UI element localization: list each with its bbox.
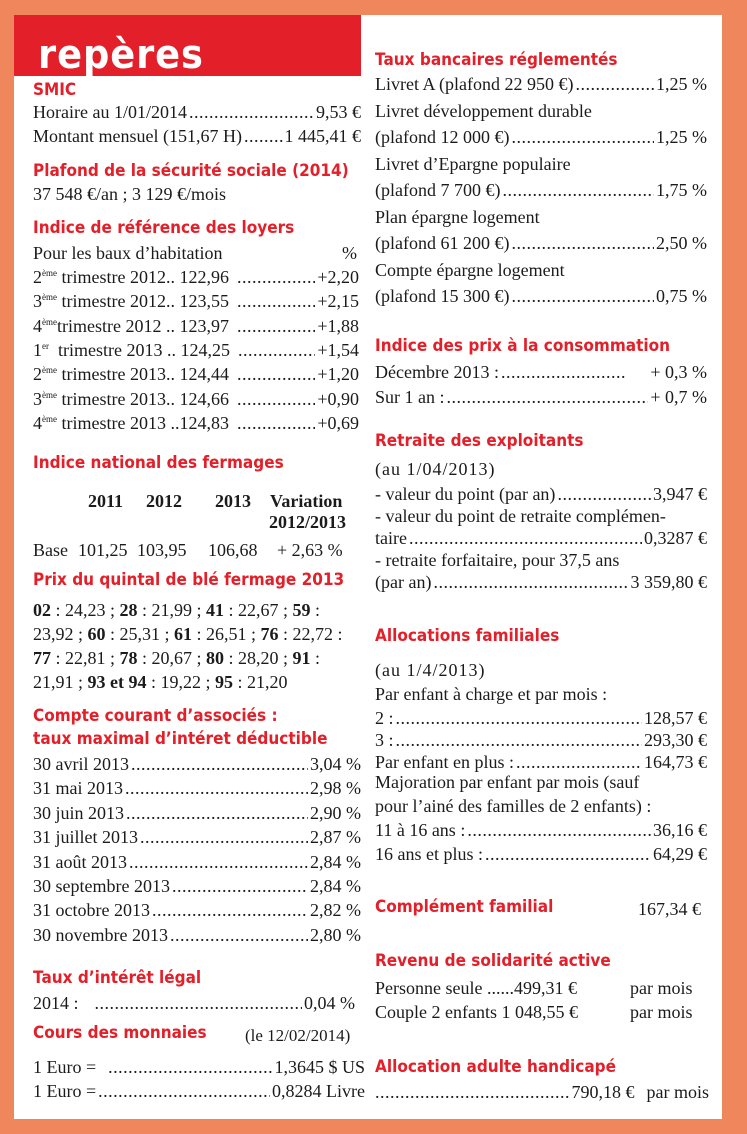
allocations-heading: Allocations familiales bbox=[375, 626, 560, 646]
fermages-col-variation: Variation bbox=[270, 491, 343, 511]
compte-heading: Compte courant d’associés : bbox=[33, 706, 278, 726]
retraite-heading: Retraite des exploitants bbox=[375, 431, 584, 451]
allocations-row: 16 ans et plus : ..... 64,29 € bbox=[375, 842, 707, 866]
bancaires-row: (plafond 7 700 €) ..... 1,75 % bbox=[375, 178, 707, 202]
retraite-line: - valeur du point de retraite complémen- bbox=[375, 506, 666, 526]
monnaies-date: (le 12/02/2014) bbox=[245, 1026, 351, 1045]
plafond-heading: Plafond de la sécurité sociale (2014) bbox=[33, 161, 349, 181]
aah-heading: Allocation adulte handicapé bbox=[375, 1057, 616, 1077]
smic-row: Horaire au 1/01/2014 ..... 9,53 € bbox=[33, 100, 361, 124]
aah-row: ..... 790,18 € par mois bbox=[375, 1080, 709, 1104]
monnaies-row: 1 Euro = ..... 1,3645 $ US bbox=[33, 1055, 365, 1079]
compte-heading-2: taux maximal d’intéret déductible bbox=[33, 729, 328, 749]
allocations-majoration: Majoration par enfant par mois (sauf bbox=[375, 772, 640, 792]
bancaires-line: Compte épargne logement bbox=[375, 260, 565, 280]
conso-row: Sur 1 an : ..... + 0,7 % bbox=[375, 385, 707, 409]
irl-row: 4ème trimestre 2013 ..124,83 ..... +0,69 bbox=[33, 411, 359, 435]
fermages-col-period: 2012/2013 bbox=[269, 512, 347, 532]
compte-row: 30 juin 2013 ..... 2,90 % bbox=[33, 801, 361, 825]
conso-heading: Indice des prix à la consommation bbox=[375, 336, 671, 356]
conso-row: Décembre 2013 : ..... + 0,3 % bbox=[375, 360, 707, 384]
monnaies-heading: Cours des monnaies bbox=[33, 1023, 207, 1043]
bancaires-line: Plan épargne logement bbox=[375, 207, 540, 227]
bancaires-row: (plafond 12 000 €) ..... 1,25 % bbox=[375, 125, 707, 149]
smic-heading: SMIC bbox=[33, 80, 77, 100]
bancaires-line: Livret développement durable bbox=[375, 101, 592, 121]
irl-percent: % bbox=[342, 243, 357, 263]
smic-row: Montant mensuel (151,67 H) ..... 1 445,41 € bbox=[33, 124, 361, 148]
retraite-date: (au 1/04/2013) bbox=[375, 459, 496, 479]
rsa-row-label: Personne seule ......499,31 € bbox=[375, 978, 577, 998]
allocations-row: 11 à 16 ans : ..... 36,16 € bbox=[375, 818, 707, 842]
compte-row: 30 novembre 2013 ..... 2,80 % bbox=[33, 923, 361, 947]
fermages-base-label: Base bbox=[33, 540, 68, 560]
fermages-base-2013: 106,68 bbox=[208, 540, 258, 560]
legal-heading: Taux d’intérêt légal bbox=[33, 968, 202, 988]
fermages-base-variation: + 2,63 % bbox=[277, 540, 343, 560]
plafond-text: 37 548 €/an ; 3 129 €/mois bbox=[33, 184, 226, 204]
legal-row: 2014 : ..... 0,04 % bbox=[33, 991, 355, 1015]
ble-line: 77 : 22,81 ; 78 : 20,67 ; 80 : 28,20 ; 91 : bbox=[33, 648, 321, 668]
rsa-row-label: Couple 2 enfants 1 048,55 € bbox=[375, 1002, 578, 1022]
compte-row: 31 mai 2013 ..... 2,98 % bbox=[33, 776, 361, 800]
ble-line: 23,92 ; 60 : 25,31 ; 61 : 26,51 ; 76 : 22,72 : bbox=[33, 624, 343, 644]
allocations-intro: Par enfant à charge et par mois : bbox=[375, 684, 608, 704]
fermages-col-2013: 2013 bbox=[215, 491, 251, 511]
compte-row: 31 juillet 2013 ..... 2,87 % bbox=[33, 825, 361, 849]
compte-row: 30 septembre 2013 ..... 2,84 % bbox=[33, 874, 361, 898]
rsa-heading: Revenu de solidarité active bbox=[375, 951, 611, 971]
allocations-row: Par enfant en plus : ..... 164,73 € bbox=[375, 750, 707, 774]
ble-heading: Prix du quintal de blé fermage 2013 bbox=[33, 570, 345, 590]
irl-row: 2ème trimestre 2012.. 122,96 ..... +2,20 bbox=[33, 265, 359, 289]
complement-heading: Complément familial bbox=[375, 897, 554, 917]
bancaires-row: Livret A (plafond 22 950 €) ..... 1,25 % bbox=[375, 72, 707, 96]
page-title: repères bbox=[38, 32, 204, 78]
monnaies-row: 1 Euro = ..... 0,8284 Livre bbox=[33, 1079, 365, 1103]
rsa-row-unit: par mois bbox=[630, 978, 693, 998]
ble-line: 21,91 ; 93 et 94 : 19,22 ; 95 : 21,20 bbox=[33, 672, 288, 692]
irl-row: 4èmetrimestre 2012 .. 123,97 ..... +1,88 bbox=[33, 314, 359, 338]
allocations-row: 3 : ..... 293,30 € bbox=[375, 728, 707, 752]
fermages-col-2011: 2011 bbox=[88, 491, 124, 511]
retraite-row: (par an) ..... 3 359,80 € bbox=[375, 570, 707, 594]
irl-intro: Pour les baux d’habitation bbox=[33, 243, 223, 263]
irl-row: 2ème trimestre 2013.. 124,44 ..... +1,20 bbox=[33, 362, 359, 386]
fermages-base-2012: 103,95 bbox=[137, 540, 187, 560]
complement-value: 167,34 € bbox=[638, 899, 701, 919]
bancaires-heading: Taux bancaires réglementés bbox=[375, 50, 618, 70]
bancaires-line: Livret d’Epargne populaire bbox=[375, 154, 571, 174]
irl-heading: Indice de référence des loyers bbox=[33, 218, 295, 238]
ble-line: 02 : 24,23 ; 28 : 21,99 ; 41 : 22,67 ; 59 : bbox=[33, 600, 321, 620]
compte-row: 31 août 2013 ..... 2,84 % bbox=[33, 850, 361, 874]
bancaires-row: (plafond 61 200 €) ..... 2,50 % bbox=[375, 231, 707, 255]
rsa-row-unit: par mois bbox=[630, 1002, 693, 1022]
fermages-base-2011: 101,25 bbox=[78, 540, 128, 560]
fermages-col-2012: 2012 bbox=[146, 491, 182, 511]
allocations-row: 2 : ..... 128,57 € bbox=[375, 706, 707, 730]
fermages-heading: Indice national des fermages bbox=[33, 453, 284, 473]
irl-row: 3ème trimestre 2013.. 124,66 ..... +0,90 bbox=[33, 387, 359, 411]
compte-row: 30 avril 2013 ..... 3,04 % bbox=[33, 752, 361, 776]
bancaires-row: (plafond 15 300 €) ..... 0,75 % bbox=[375, 284, 707, 308]
retraite-line: - retraite forfaitaire, pour 37,5 ans bbox=[375, 550, 620, 570]
irl-row: 1er trimestre 2013 .. 124,25 ..... +1,54 bbox=[33, 338, 359, 362]
irl-row: 3ème trimestre 2012.. 123,55 ..... +2,15 bbox=[33, 289, 359, 313]
allocations-majoration-2: pour l’ainé des familles de 2 enfants) : bbox=[375, 796, 652, 816]
retraite-row: taire ..... 0,3287 € bbox=[375, 526, 707, 550]
compte-row: 31 octobre 2013 ..... 2,82 % bbox=[33, 898, 361, 922]
retraite-row: - valeur du point (par an) ..... 3,947 € bbox=[375, 482, 707, 506]
allocations-date: (au 1/4/2013) bbox=[375, 660, 486, 680]
title-banner bbox=[14, 15, 361, 76]
